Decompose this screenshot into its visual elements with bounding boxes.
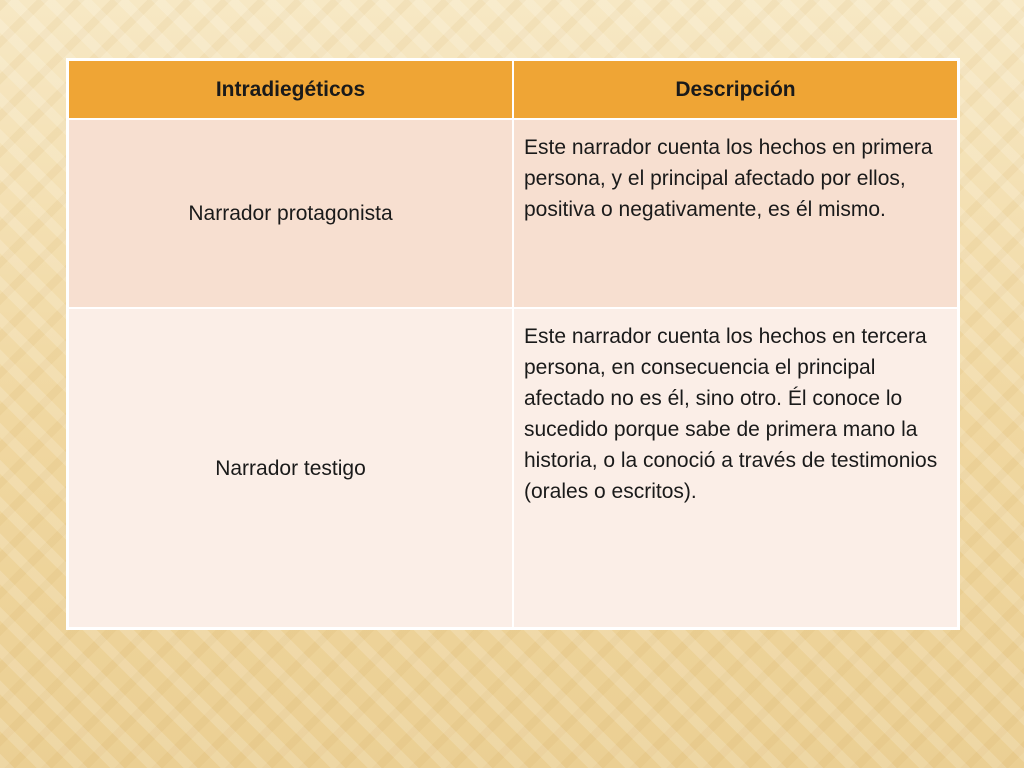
table-row [68,119,958,308]
row-description-narrador-protagonista: Este narrador cuenta los hechos en primera persona, y el principal afectado por ellos, positiva o negativamente, es él mismo. [513,119,958,308]
header-intradiegeticos: Intradiegéticos [68,60,513,119]
row-description-narrador-testigo: Este narrador cuenta los hechos en tercera persona, en consecuencia el principal afectado no es él, sino otro. Él conoce lo sucedido porque sabe de primera mano la historia, o la conoció a través de testimonios (orales o escritos). [513,308,958,628]
table-header-row [68,60,958,119]
table-row [68,308,958,628]
header-descripcion: Descripción [513,60,958,119]
row-label-narrador-protagonista: Narrador protagonista [68,119,513,308]
narrator-table [67,59,959,629]
row-label-narrador-testigo: Narrador testigo [68,308,513,628]
